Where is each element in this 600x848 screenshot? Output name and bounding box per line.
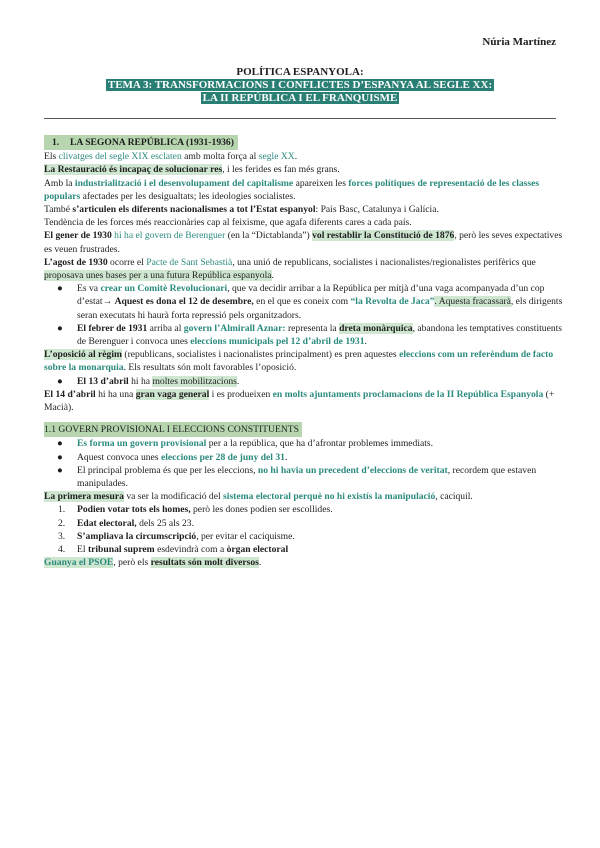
section-heading — [44, 135, 238, 150]
list-item: ● El principal problema és que per les eleccions, no hi havia un precedent d’eleccions de veritat, recordem que estaven manipulades. — [57, 464, 537, 490]
numbered-list — [44, 503, 564, 556]
document-header — [0, 66, 600, 105]
list-item: ● Aquest convoca unes eleccions per 28 de juny del 31. — [57, 451, 288, 463]
paragraph: La primera mesura va ser la modificació del sistema electoral perquè no hi existís la manipulació, caciquil. — [44, 491, 473, 503]
theme-title-line1: TEMA 3: TRANSFORMACIONS I CONFLICTES D’ESPANYA AL SEGLE XX: — [107, 79, 493, 91]
list-item: 2. Edat electoral, dels 25 als 23. — [58, 517, 194, 529]
bullet-list — [44, 375, 564, 388]
list-item: 3. S’ampliava la circumscripció, per evitar el caciquisme. — [58, 530, 295, 542]
paragraph: L’oposició al règim (republicans, socialistes i nacionalistes principalment) es pren aquestes eleccions com un referèndum de facto sobre la monarquia. Els resultats són molt favorables l’oposició. — [44, 349, 554, 374]
bullet-icon: ● — [57, 451, 63, 463]
paragraph: La Restauració és incapaç de solucionar res, i les ferides es fan més grans. — [44, 164, 340, 176]
header-divider — [44, 118, 556, 119]
list-item: 4. El tribunal suprem esdevindrà com a òrgan electoral — [58, 544, 289, 556]
list-number: 3. — [58, 530, 66, 542]
bullet-list — [44, 282, 564, 348]
list-number: 4. — [58, 544, 66, 556]
paragraph: També s’articulen els diferents nacionalismes a tot l’Estat espanyol: País Basc, Catalunya i Galícia. — [44, 204, 439, 216]
bullet-icon: ● — [57, 322, 63, 334]
paragraph: Guanya el PSOE, però els resultats són molt diversos. — [44, 557, 262, 569]
bullet-icon: ● — [57, 438, 63, 450]
list-item: ● El 13 d’abril hi ha moltes mobilitzacions. — [57, 375, 240, 387]
document-body — [44, 135, 564, 570]
list-item: ● Es forma un govern provisional per a la república, que ha d’afrontar problemes immediats. — [57, 438, 434, 450]
subsection-heading: 1.1 GOVERN PROVISIONAL I ELECCIONS CONSTITUENTS — [44, 422, 302, 437]
bullet-icon: ● — [57, 375, 63, 387]
bullet-icon: ● — [57, 464, 63, 476]
list-item: ● Es va crear un Comitè Revolucionari, que va decidir arribar a la República per mitjà d’una vaga acompanyada d’un cop d’estat→ Aquest es dona el 12 de desembre, en el que es coneix com “la Revolta de Jaca”. Aquesta fracassarà, els dirigents seran executats hi haurà forta repressió pels organitzadors. — [57, 283, 563, 321]
paragraph: El gener de 1930 hi ha el govern de Berenguer (en la “Dictablanda”) vol restablir la Constitució de 1876, però les seves expectatives es veuen frustrades. — [44, 230, 563, 255]
paragraph: Tendència de les forces més reaccionàries cap al feixisme, que agafa diferents cares a cada país. — [44, 217, 412, 229]
bullet-icon: ● — [57, 283, 63, 295]
section-number: 1. — [52, 137, 60, 148]
bullet-list — [44, 437, 564, 490]
list-item: 1. Podien votar tots els homes, però les dones podien ser escollides. — [58, 504, 333, 516]
subject-title: POLÍTICA ESPANYOLA: — [236, 66, 364, 78]
author-name: Núria Martínez — [482, 36, 556, 48]
list-number: 1. — [58, 504, 66, 516]
paragraph: Els clivatges del segle XIX esclaten amb molta força al segle XX. — [44, 151, 298, 163]
list-item: ● El febrer de 1931 arriba al govern l’Almirall Aznar: representa la dreta monàrquica, abandona les temptatives constituents de Berenguer i convoca unes eleccions municipals pel 12 d’abril de 1931. — [57, 322, 563, 348]
theme-title-line2: LA II REPÚBLICA I EL FRANQUISME — [202, 92, 398, 104]
list-number: 2. — [58, 517, 66, 529]
paragraph: Amb la industrialització i el desenvolupament del capitalisme apareixen les forces polítiques de representació de les classes populars afectades per les desigualtats; les ideologies socialistes. — [44, 177, 540, 202]
section-title: LA SEGONA REPÚBLICA (1931-1936) — [70, 137, 234, 148]
paragraph: L’agost de 1930 ocorre el Pacte de Sant Sebastià, una unió de republicans, socialistes i nacionalistes/regionalistes perifèrics que proposava unes bases per a una futura República espanyola. — [44, 256, 536, 282]
paragraph: El 14 d’abril hi ha una gran vaga general i es produeixen en molts ajuntaments proclamacions de la II República Espanyola (+ Macià). — [44, 388, 555, 414]
